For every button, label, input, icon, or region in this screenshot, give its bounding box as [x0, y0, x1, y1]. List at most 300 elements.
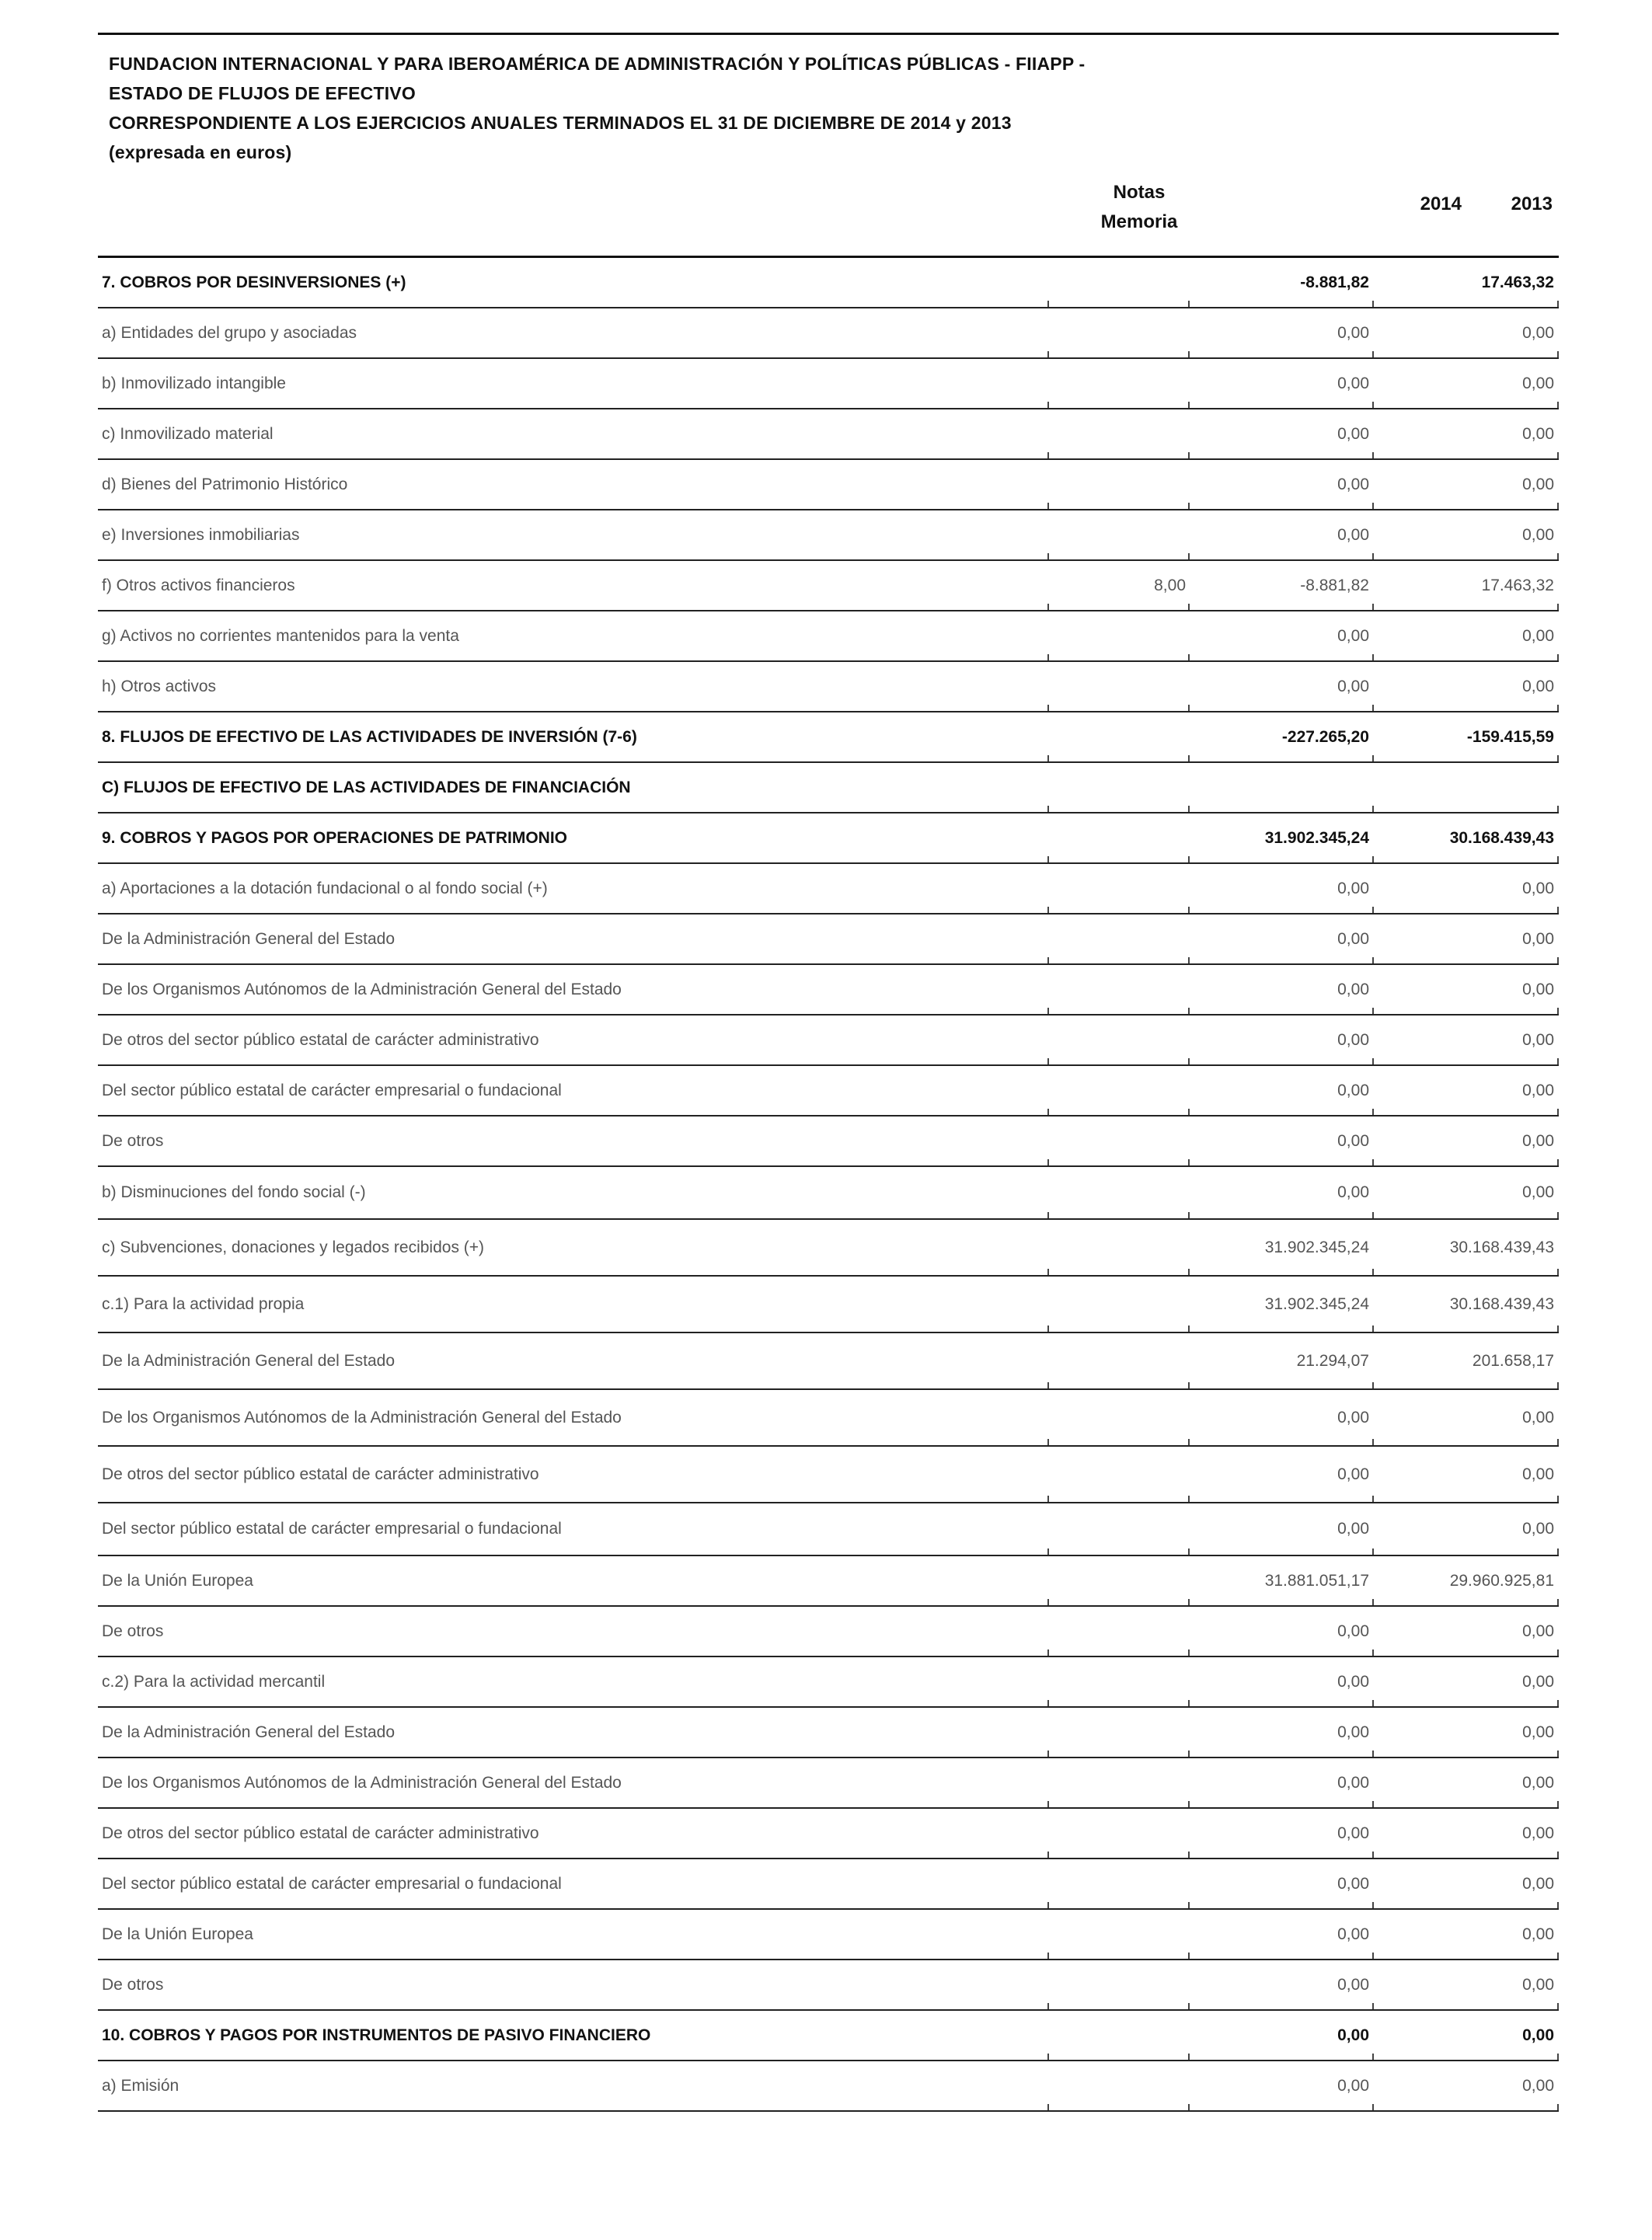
table-row	[98, 1859, 1559, 1910]
value-2014: -8.881,82	[1300, 576, 1369, 594]
column-tick	[1372, 1700, 1374, 1706]
column-tick	[1557, 1159, 1559, 1165]
column-tick	[1188, 1801, 1190, 1807]
column-tick	[1557, 1109, 1559, 1115]
column-tick	[1188, 1902, 1190, 1908]
column-tick	[1372, 806, 1374, 812]
value-2013: 0,00	[1522, 424, 1554, 443]
value-2014: 21.294,07	[1296, 1351, 1369, 1370]
table-row	[98, 1960, 1559, 2011]
value-2014: 0,00	[1337, 374, 1369, 392]
value-2014: 0,00	[1337, 2026, 1369, 2044]
value-2014: 0,00	[1337, 1622, 1369, 1640]
column-tick	[1047, 654, 1049, 660]
notes-header-line-1: Notas	[1113, 182, 1166, 203]
column-tick	[1557, 2003, 1559, 2009]
column-tick	[1188, 2054, 1190, 2060]
table-row	[98, 460, 1559, 510]
value-2013: 0,00	[1522, 1975, 1554, 1994]
column-header	[98, 178, 1559, 256]
value-2013: 0,00	[1522, 1030, 1554, 1049]
table-row	[98, 1809, 1559, 1859]
table-row	[98, 1390, 1559, 1447]
value-2014: 0,00	[1337, 1030, 1369, 1049]
row-label: a) Aportaciones a la dotación fundacional o al fondo social (+)	[102, 879, 548, 897]
row-note: 8,00	[1154, 576, 1186, 594]
table-row	[98, 561, 1559, 611]
column-tick	[1188, 1751, 1190, 1757]
table-row	[98, 662, 1559, 712]
row-label: c) Subvenciones, donaciones y legados recibidos (+)	[102, 1238, 485, 1256]
value-2014: 0,00	[1337, 980, 1369, 998]
table-row	[98, 965, 1559, 1015]
column-tick	[1372, 907, 1374, 913]
value-2013: 0,00	[1522, 1874, 1554, 1893]
value-2013: 0,00	[1522, 1723, 1554, 1741]
table-row	[98, 1167, 1559, 1220]
table-row	[98, 1758, 1559, 1809]
column-tick	[1372, 2003, 1374, 2009]
table-row	[98, 763, 1559, 813]
table-row	[98, 1607, 1559, 1657]
value-2013: 0,00	[1522, 1408, 1554, 1427]
value-2014: 31.902.345,24	[1264, 828, 1369, 847]
column-tick	[1372, 604, 1374, 610]
column-tick	[1188, 1159, 1190, 1165]
value-2014: 0,00	[1337, 677, 1369, 695]
column-tick	[1047, 351, 1049, 357]
table-row	[98, 864, 1559, 914]
row-label: Del sector público estatal de carácter empresarial o fundacional	[102, 1874, 562, 1893]
column-tick	[1557, 1902, 1559, 1908]
table-row	[98, 1015, 1559, 1066]
table-row	[98, 712, 1559, 763]
column-tick	[1188, 1953, 1190, 1959]
column-tick	[1372, 1599, 1374, 1605]
column-tick	[1188, 1326, 1190, 1332]
table-row	[98, 510, 1559, 561]
document-header	[98, 49, 1559, 167]
column-tick	[1557, 1548, 1559, 1555]
column-tick	[1557, 1008, 1559, 1014]
column-tick	[1372, 301, 1374, 307]
value-2013: 0,00	[1522, 2076, 1554, 2095]
table-row	[98, 813, 1559, 864]
column-tick	[1047, 1496, 1049, 1502]
column-tick	[1047, 1008, 1049, 1014]
column-tick	[1188, 1109, 1190, 1115]
value-2013: 201.658,17	[1472, 1351, 1554, 1370]
column-tick	[1372, 1439, 1374, 1445]
row-label: C) FLUJOS DE EFECTIVO DE LAS ACTIVIDADES DE FINANCIACIÓN	[102, 778, 631, 796]
column-tick	[1557, 755, 1559, 761]
column-tick	[1372, 1382, 1374, 1388]
column-tick	[1047, 604, 1049, 610]
value-2013: 0,00	[1522, 1081, 1554, 1099]
column-tick	[1557, 1326, 1559, 1332]
notes-column-header	[1050, 178, 1229, 237]
column-tick	[1372, 1852, 1374, 1858]
value-2014: 0,00	[1337, 1183, 1369, 1201]
column-tick	[1557, 1751, 1559, 1757]
column-tick	[1188, 2104, 1190, 2110]
value-2014: 0,00	[1337, 1975, 1369, 1994]
column-tick	[1557, 1852, 1559, 1858]
value-2013: -159.415,59	[1466, 727, 1554, 746]
column-tick	[1188, 1852, 1190, 1858]
value-2013: 0,00	[1522, 1672, 1554, 1691]
column-tick	[1557, 705, 1559, 711]
value-2013: 30.168.439,43	[1449, 828, 1554, 847]
period-title: CORRESPONDIENTE A LOS EJERCICIOS ANUALES TERMINADOS EL 31 DE DICIEMBRE DE 2014 y 2013	[109, 113, 1012, 133]
value-2013: 0,00	[1522, 1824, 1554, 1842]
column-tick	[1047, 907, 1049, 913]
column-tick	[1557, 654, 1559, 660]
value-2013: 0,00	[1522, 1925, 1554, 1943]
column-tick	[1372, 351, 1374, 357]
column-tick	[1372, 1008, 1374, 1014]
value-2014: 0,00	[1337, 525, 1369, 544]
column-tick	[1372, 402, 1374, 408]
column-tick	[1188, 1269, 1190, 1275]
column-tick	[1557, 1650, 1559, 1656]
value-2013: 0,00	[1522, 879, 1554, 897]
column-tick	[1557, 1700, 1559, 1706]
row-label: De la Unión Europea	[102, 1571, 253, 1590]
table-row	[98, 258, 1559, 308]
column-tick	[1372, 1496, 1374, 1502]
table-row	[98, 1117, 1559, 1167]
column-tick	[1557, 806, 1559, 812]
column-tick	[1188, 452, 1190, 458]
row-label: De otros del sector público estatal de carácter administrativo	[102, 1030, 539, 1049]
column-tick	[1557, 301, 1559, 307]
column-tick	[1372, 553, 1374, 559]
value-2013: 30.168.439,43	[1449, 1238, 1554, 1256]
value-2014: 0,00	[1337, 1081, 1369, 1099]
column-tick	[1557, 604, 1559, 610]
column-tick	[1557, 856, 1559, 862]
table-row	[98, 1556, 1559, 1607]
row-label: 8. FLUJOS DE EFECTIVO DE LAS ACTIVIDADES DE INVERSIÓN (7-6)	[102, 727, 637, 746]
column-tick	[1372, 2104, 1374, 2110]
row-label: 7. COBROS POR DESINVERSIONES (+)	[102, 273, 406, 291]
column-tick	[1047, 856, 1049, 862]
column-tick	[1188, 553, 1190, 559]
row-label: g) Activos no corrientes mantenidos para la venta	[102, 626, 459, 645]
column-tick	[1188, 856, 1190, 862]
value-2014: 0,00	[1337, 1465, 1369, 1483]
column-tick	[1047, 1599, 1049, 1605]
row-label: De los Organismos Autónomos de la Administración General del Estado	[102, 1773, 622, 1792]
row-label: De otros	[102, 1131, 164, 1150]
value-2013: 0,00	[1522, 626, 1554, 645]
table-row	[98, 914, 1559, 965]
value-2014: 31.902.345,24	[1264, 1294, 1369, 1313]
column-tick	[1047, 452, 1049, 458]
column-tick	[1372, 2054, 1374, 2060]
notes-header-line-2: Memoria	[1100, 211, 1178, 232]
value-2013: 29.960.925,81	[1449, 1571, 1554, 1590]
column-tick	[1188, 654, 1190, 660]
value-2014: 0,00	[1337, 1824, 1369, 1842]
value-2013: 0,00	[1522, 1520, 1554, 1538]
column-tick	[1372, 1953, 1374, 1959]
column-tick	[1047, 1326, 1049, 1332]
column-tick	[1047, 2054, 1049, 2060]
column-tick	[1557, 1599, 1559, 1605]
column-tick	[1188, 705, 1190, 711]
column-tick	[1372, 503, 1374, 509]
column-tick	[1188, 1599, 1190, 1605]
column-tick	[1047, 1109, 1049, 1115]
column-tick	[1047, 1902, 1049, 1908]
row-label: c.1) Para la actividad propia	[102, 1294, 305, 1313]
value-2013: 0,00	[1522, 1183, 1554, 1201]
column-tick	[1372, 1801, 1374, 1807]
row-label: c.2) Para la actividad mercantil	[102, 1672, 326, 1691]
row-label: De otros del sector público estatal de carácter administrativo	[102, 1824, 539, 1842]
cash-flow-table	[98, 258, 1559, 2112]
column-tick	[1557, 1439, 1559, 1445]
column-tick	[1188, 1212, 1190, 1218]
table-row	[98, 1333, 1559, 1390]
column-tick	[1188, 957, 1190, 963]
table-row	[98, 359, 1559, 409]
column-tick	[1557, 957, 1559, 963]
document-page	[98, 33, 1559, 2112]
column-tick	[1188, 1650, 1190, 1656]
value-2014: 0,00	[1337, 475, 1369, 493]
column-tick	[1188, 402, 1190, 408]
column-tick	[1047, 1953, 1049, 1959]
column-tick	[1047, 1439, 1049, 1445]
column-tick	[1047, 1269, 1049, 1275]
column-tick	[1047, 1382, 1049, 1388]
column-tick	[1557, 553, 1559, 559]
row-label: De la Administración General del Estado	[102, 1723, 396, 1741]
column-tick	[1047, 1700, 1049, 1706]
column-tick	[1047, 1751, 1049, 1757]
table-row	[98, 611, 1559, 662]
row-label: Del sector público estatal de carácter empresarial o fundacional	[102, 1081, 562, 1099]
value-2013: 0,00	[1522, 1131, 1554, 1150]
value-2014: 0,00	[1337, 1131, 1369, 1150]
row-label: h) Otros activos	[102, 677, 217, 695]
value-2014: 0,00	[1337, 1874, 1369, 1893]
table-row	[98, 1220, 1559, 1277]
value-2014: 0,00	[1337, 2076, 1369, 2095]
row-label: d) Bienes del Patrimonio Histórico	[102, 475, 348, 493]
value-2013: 0,00	[1522, 475, 1554, 493]
row-label: De otros	[102, 1975, 164, 1994]
column-tick	[1372, 755, 1374, 761]
table-row	[98, 409, 1559, 460]
value-2014: 0,00	[1337, 1520, 1369, 1538]
column-tick	[1047, 301, 1049, 307]
column-tick	[1188, 351, 1190, 357]
column-tick	[1372, 856, 1374, 862]
column-tick	[1188, 1008, 1190, 1014]
column-tick	[1047, 1650, 1049, 1656]
column-tick	[1557, 503, 1559, 509]
column-tick	[1557, 1269, 1559, 1275]
column-tick	[1372, 1326, 1374, 1332]
value-2014: 31.902.345,24	[1264, 1238, 1369, 1256]
column-tick	[1188, 301, 1190, 307]
value-2014: -8.881,82	[1300, 273, 1369, 291]
row-label: De los Organismos Autónomos de la Administración General del Estado	[102, 1408, 622, 1427]
row-label: e) Inversiones inmobiliarias	[102, 525, 300, 544]
table-row	[98, 1910, 1559, 1960]
value-2014: 0,00	[1337, 323, 1369, 342]
column-tick	[1372, 1109, 1374, 1115]
column-tick	[1372, 1269, 1374, 1275]
column-tick	[1047, 705, 1049, 711]
column-tick	[1188, 1382, 1190, 1388]
column-tick	[1557, 351, 1559, 357]
column-tick	[1557, 907, 1559, 913]
column-tick	[1372, 1650, 1374, 1656]
column-tick	[1557, 1058, 1559, 1064]
column-tick	[1557, 402, 1559, 408]
value-2013: 0,00	[1522, 2026, 1554, 2044]
value-2014: 0,00	[1337, 1773, 1369, 1792]
row-label: Del sector público estatal de carácter empresarial o fundacional	[102, 1520, 562, 1538]
column-tick	[1188, 2003, 1190, 2009]
value-2013: 0,00	[1522, 374, 1554, 392]
currency-note: (expresada en euros)	[109, 142, 292, 162]
value-2013: 0,00	[1522, 1622, 1554, 1640]
column-tick	[1372, 705, 1374, 711]
row-label: 9. COBROS Y PAGOS POR OPERACIONES DE PATRIMONIO	[102, 828, 567, 847]
column-tick	[1372, 1751, 1374, 1757]
column-tick	[1047, 1159, 1049, 1165]
column-tick	[1047, 957, 1049, 963]
column-tick	[1372, 654, 1374, 660]
column-tick	[1188, 1496, 1190, 1502]
table-row	[98, 1503, 1559, 1556]
column-tick	[1047, 2104, 1049, 2110]
row-label: a) Emisión	[102, 2076, 179, 2095]
column-tick	[1047, 1212, 1049, 1218]
column-tick	[1047, 503, 1049, 509]
statement-title: ESTADO DE FLUJOS DE EFECTIVO	[109, 83, 416, 103]
row-label: b) Inmovilizado intangible	[102, 374, 286, 392]
column-tick	[1047, 1801, 1049, 1807]
value-2013: 17.463,32	[1481, 273, 1554, 291]
row-label: De otros	[102, 1622, 164, 1640]
column-tick	[1047, 1852, 1049, 1858]
column-tick	[1188, 604, 1190, 610]
value-2013: 30.168.439,43	[1449, 1294, 1554, 1313]
value-2013: 0,00	[1522, 980, 1554, 998]
column-tick	[1557, 2054, 1559, 2060]
row-label: De los Organismos Autónomos de la Administración General del Estado	[102, 980, 622, 998]
row-label: a) Entidades del grupo y asociadas	[102, 323, 357, 342]
column-tick	[1047, 1058, 1049, 1064]
row-label: c) Inmovilizado material	[102, 424, 274, 443]
value-2014: 0,00	[1337, 1672, 1369, 1691]
value-2013: 0,00	[1522, 929, 1554, 948]
column-tick	[1188, 1700, 1190, 1706]
value-2014: 31.881.051,17	[1264, 1571, 1369, 1590]
year-2014-header: 2014	[1420, 193, 1462, 214]
table-row	[98, 308, 1559, 359]
year-2013-header: 2013	[1511, 193, 1553, 214]
value-2013: 0,00	[1522, 323, 1554, 342]
column-tick	[1188, 1058, 1190, 1064]
table-row	[98, 1447, 1559, 1503]
table-row	[98, 2061, 1559, 2112]
column-tick	[1372, 1159, 1374, 1165]
value-2013: 17.463,32	[1481, 576, 1554, 594]
column-tick	[1372, 957, 1374, 963]
column-tick	[1047, 1548, 1049, 1555]
column-tick	[1557, 1953, 1559, 1959]
column-tick	[1557, 452, 1559, 458]
table-row	[98, 1066, 1559, 1117]
row-label: De la Administración General del Estado	[102, 1351, 396, 1370]
column-tick	[1047, 806, 1049, 812]
row-label: 10. COBROS Y PAGOS POR INSTRUMENTOS DE PASIVO FINANCIERO	[102, 2026, 651, 2044]
value-2014: -227.265,20	[1281, 727, 1369, 746]
column-tick	[1557, 2104, 1559, 2110]
column-tick	[1557, 1496, 1559, 1502]
value-2014: 0,00	[1337, 879, 1369, 897]
column-tick	[1047, 755, 1049, 761]
column-tick	[1557, 1382, 1559, 1388]
value-2014: 0,00	[1337, 929, 1369, 948]
row-label: f) Otros activos financieros	[102, 576, 295, 594]
column-tick	[1188, 1439, 1190, 1445]
value-2014: 0,00	[1337, 1925, 1369, 1943]
value-2014: 0,00	[1337, 1408, 1369, 1427]
column-tick	[1188, 503, 1190, 509]
organization-title: FUNDACION INTERNACIONAL Y PARA IBEROAMÉRICA DE ADMINISTRACIÓN Y POLÍTICAS PÚBLICAS - FIIAPP -	[109, 54, 1086, 74]
table-row	[98, 1277, 1559, 1333]
row-label: b) Disminuciones del fondo social (-)	[102, 1183, 366, 1201]
value-2013: 0,00	[1522, 1465, 1554, 1483]
column-tick	[1047, 402, 1049, 408]
column-tick	[1047, 2003, 1049, 2009]
column-tick	[1188, 907, 1190, 913]
column-tick	[1557, 1212, 1559, 1218]
column-tick	[1188, 1548, 1190, 1555]
column-tick	[1372, 1212, 1374, 1218]
row-label: De otros del sector público estatal de carácter administrativo	[102, 1465, 539, 1483]
column-tick	[1372, 452, 1374, 458]
value-2013: 0,00	[1522, 525, 1554, 544]
value-2014: 0,00	[1337, 1723, 1369, 1741]
column-tick	[1188, 755, 1190, 761]
row-label: De la Unión Europea	[102, 1925, 253, 1943]
table-row	[98, 1657, 1559, 1708]
table-row	[98, 1708, 1559, 1758]
value-2013: 0,00	[1522, 677, 1554, 695]
value-2014: 0,00	[1337, 424, 1369, 443]
row-label: De la Administración General del Estado	[102, 929, 396, 948]
column-tick	[1372, 1902, 1374, 1908]
value-2013: 0,00	[1522, 1773, 1554, 1792]
table-row	[98, 2011, 1559, 2061]
column-tick	[1188, 806, 1190, 812]
value-2014: 0,00	[1337, 626, 1369, 645]
top-rule	[98, 33, 1559, 35]
column-tick	[1372, 1058, 1374, 1064]
column-tick	[1047, 553, 1049, 559]
column-tick	[1557, 1801, 1559, 1807]
